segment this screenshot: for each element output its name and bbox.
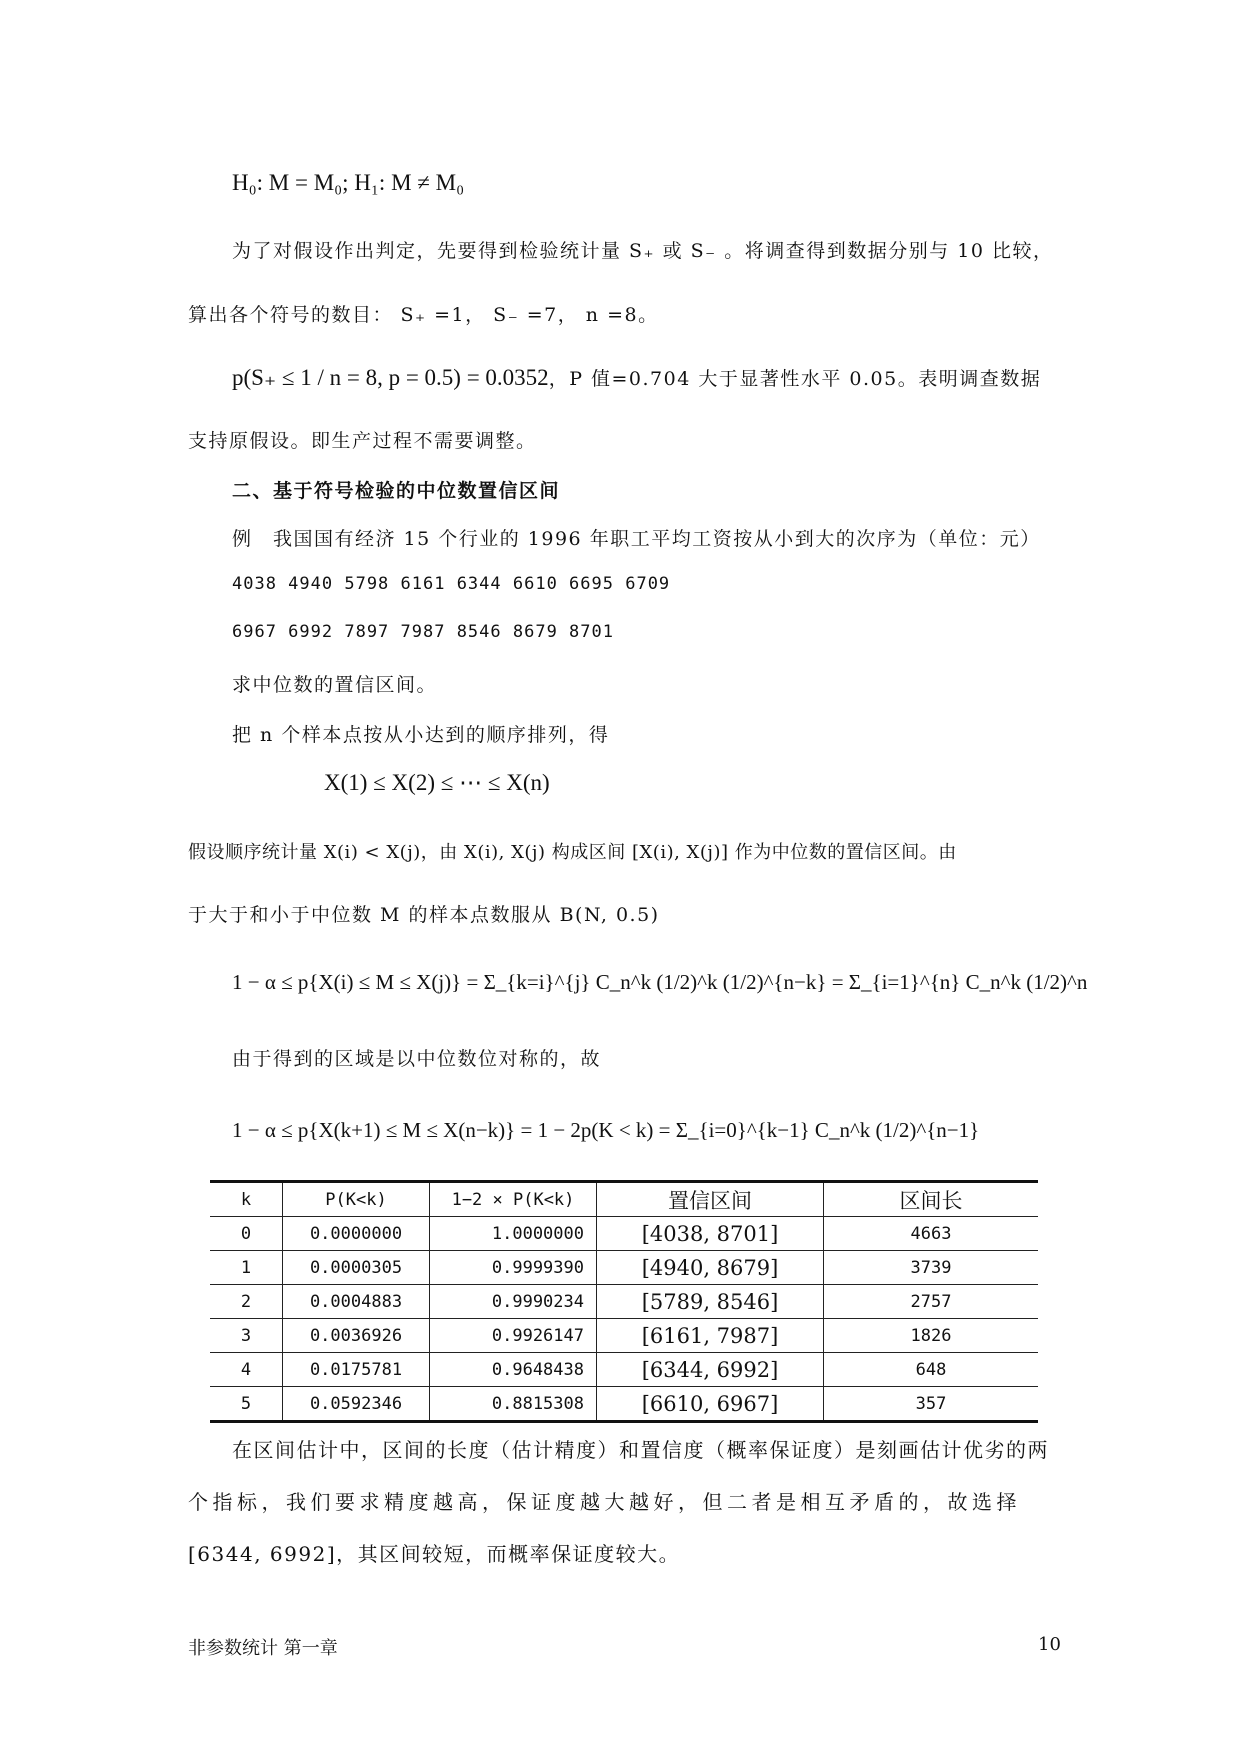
cell-p: 0.0175781: [283, 1353, 430, 1387]
header-length: 区间长: [824, 1182, 1039, 1217]
binom-line: 于大于和小于中位数 M 的样本点数服从 B(N, 0.5): [188, 904, 660, 926]
example-line: 例 我国国有经济 15 个行业的 1996 年职工平均工资按从小到大的次序为（单位：元）: [232, 528, 1041, 550]
data-row: 6967 6992 7897 7987 8546 8679 8701: [232, 622, 614, 642]
cell-length: 3739: [824, 1251, 1039, 1285]
order-line: 把 n 个样本点按从小达到的顺序排列，得: [232, 724, 610, 746]
formula-b: 1 − α ≤ p{X(k+1) ≤ M ≤ X(n−k)} = 1 − 2p(K < k) = Σ_{i=0}^{k−1} C_n^k (1/2)^{n−1}: [232, 1118, 980, 1142]
task-line: 求中位数的置信区间。: [232, 674, 438, 696]
cell-confidence: 0.9990234: [430, 1285, 597, 1319]
cell-length: 4663: [824, 1217, 1039, 1251]
section-title: 二、基于符号检验的中位数置信区间: [232, 480, 561, 502]
cell-interval: [6344, 6992]: [597, 1353, 824, 1387]
confidence-interval-table: [210, 1180, 1038, 1423]
cell-p: 0.0592346: [283, 1387, 430, 1422]
table-row: [210, 1319, 1038, 1353]
conclusion-line: [6344, 6992]，其区间较短，而概率保证度较大。: [188, 1542, 681, 1566]
cell-p: 0.0000000: [283, 1217, 430, 1251]
table-header-row: [210, 1182, 1038, 1217]
hypothesis-formula: H₀: M = M₀; H₁: M ≠ M₀: [232, 170, 465, 195]
cell-length: 357: [824, 1387, 1039, 1422]
conclusion-line: 个指标，我们要求精度越高，保证度越大越好，但二者是相互矛盾的，故选择: [188, 1490, 1021, 1514]
cell-interval: [5789, 8546]: [597, 1285, 824, 1319]
header-k: k: [210, 1182, 283, 1217]
cell-interval: [6610, 6967]: [597, 1387, 824, 1422]
footer-title: 非参数统计 第一章: [188, 1638, 338, 1659]
table-row: [210, 1387, 1038, 1422]
cell-length: 2757: [824, 1285, 1039, 1319]
cell-confidence: 1.0000000: [430, 1217, 597, 1251]
paragraph-line: 支持原假设。即生产过程不需要调整。: [188, 430, 537, 452]
cell-k: 3: [210, 1319, 283, 1353]
cell-confidence: 0.9648438: [430, 1353, 597, 1387]
header-interval: 置信区间: [597, 1182, 824, 1217]
formula-a: 1 − α ≤ p{X(i) ≤ M ≤ X(j)} = Σ_{k=i}^{j} C_n^k (1/2)^k (1/2)^{n−k} = Σ_{i=1}^{n} C_n^k (1/2)^n: [232, 970, 1088, 994]
paragraph-line: 算出各个符号的数目： S₊ =1， S₋ =7， n =8。: [188, 304, 659, 326]
cell-k: 5: [210, 1387, 283, 1422]
cell-length: 648: [824, 1353, 1039, 1387]
table-row: [210, 1353, 1038, 1387]
cell-k: 4: [210, 1353, 283, 1387]
cell-interval: [6161, 7987]: [597, 1319, 824, 1353]
cell-p: 0.0036926: [283, 1319, 430, 1353]
footer-page-number: 10: [1038, 1634, 1061, 1655]
cell-k: 1: [210, 1251, 283, 1285]
cell-confidence: 0.9999390: [430, 1251, 597, 1285]
assume-line: 假设顺序统计量 X(i) < X(j)，由 X(i), X(j) 构成区间 [X(i), X(j)] 作为中位数的置信区间。由: [188, 842, 957, 863]
cell-k: 2: [210, 1285, 283, 1319]
paragraph-line: 为了对假设作出判定，先要得到检验统计量 S₊ 或 S₋ 。将调查得到数据分别与 10 比较，: [232, 240, 1054, 262]
header-confidence: 1−2 × P(K<k): [430, 1182, 597, 1217]
pvalue-text: ，P 值=0.704 大于显著性水平 0.05。表明调查数据: [548, 368, 1042, 390]
cell-k: 0: [210, 1217, 283, 1251]
order-formula: X(1) ≤ X(2) ≤ ⋯ ≤ X(n): [324, 770, 550, 795]
cell-confidence: 0.8815308: [430, 1387, 597, 1422]
cell-interval: [4940, 8679]: [597, 1251, 824, 1285]
symmetric-line: 由于得到的区域是以中位数位对称的，故: [232, 1048, 602, 1070]
cell-p: 0.0004883: [283, 1285, 430, 1319]
cell-length: 1826: [824, 1319, 1039, 1353]
table-row: [210, 1217, 1038, 1251]
data-row: 4038 4940 5798 6161 6344 6610 6695 6709: [232, 574, 671, 594]
table-row: [210, 1285, 1038, 1319]
conclusion-line: 在区间估计中，区间的长度（估计精度）和置信度（概率保证度）是刻画估计优劣的两: [232, 1438, 1049, 1462]
pvalue-formula: p(S₊ ≤ 1 / n = 8, p = 0.5) = 0.0352: [232, 365, 549, 390]
cell-interval: [4038, 8701]: [597, 1217, 824, 1251]
cell-p: 0.0000305: [283, 1251, 430, 1285]
table-row: [210, 1251, 1038, 1285]
cell-confidence: 0.9926147: [430, 1319, 597, 1353]
pvalue-line: [232, 364, 1041, 391]
header-p: P(K<k): [283, 1182, 430, 1217]
